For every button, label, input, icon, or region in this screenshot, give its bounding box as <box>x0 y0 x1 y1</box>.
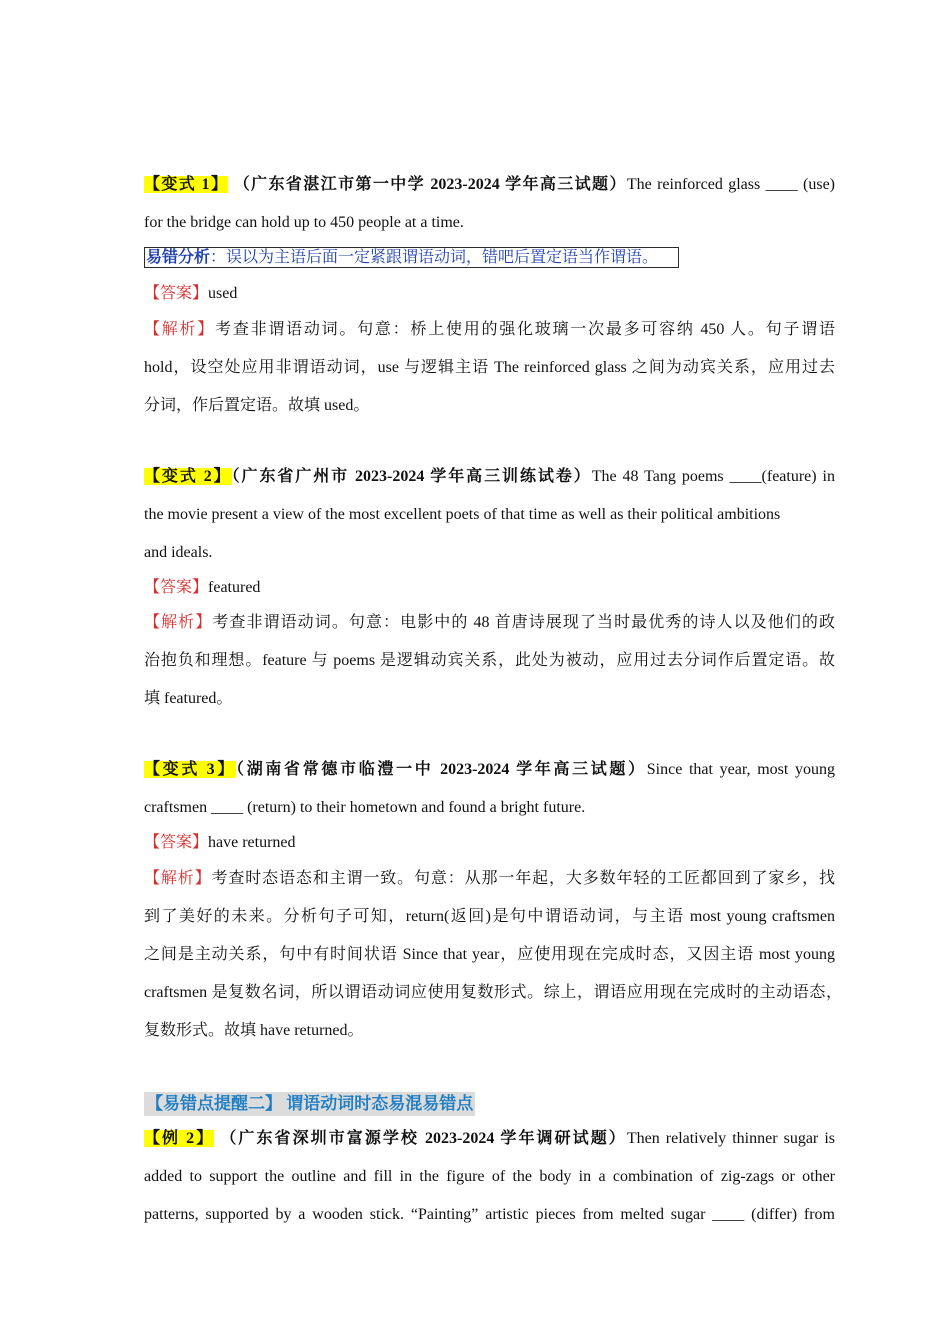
v1-answer-value: used <box>208 285 238 302</box>
v3-explain-line5: 复数形式。故填 have returned。 <box>144 1022 364 1039</box>
v3-explain-text1: 考查时态语态和主谓一致。句意：从那一年起，大多数年轻的工匠都回到了家乡，找 <box>211 870 835 887</box>
v1-question-text: The reinforced glass ____ (use) <box>626 176 835 193</box>
ex2-question-text: Then relatively thinner sugar is <box>626 1130 835 1147</box>
v1-explain-line3: 分词，作后置定语。故填 used。 <box>144 397 370 414</box>
v1-question-line1 <box>144 174 835 196</box>
v1-explain-line2: hold，设空处应用非谓语动词，use 与逻辑主语 The reinforced glass 之间为动宾关系，应用过去 <box>144 359 835 376</box>
v2-question-line3: and ideals. <box>144 544 213 561</box>
v2-explain-line1 <box>144 612 835 634</box>
v3-explain-tag: 【解析】 <box>144 870 212 887</box>
v2-answer <box>144 577 260 599</box>
v2-answer-tag: 【答案】 <box>144 579 209 596</box>
ex2-question-line2: added to support the outline and fill in the figure of the body in a combination of zig-zags or other <box>144 1168 835 1185</box>
v1-explain-text1: 考查非谓语动词。句意：桥上使用的强化玻璃一次最多可容纳 450 人。句子谓语 <box>215 321 835 338</box>
v2-question-line1 <box>144 466 835 488</box>
v1-analysis-text: 误以为主语后面一定紧跟谓语动词，错吧后置定语当作谓语。 <box>226 249 659 266</box>
v3-answer <box>144 832 296 854</box>
v1-source: （广东省湛江市第一中学 2023-2024 学年高三试题） <box>233 176 627 193</box>
v1-analysis-label: 易错分析 <box>146 249 211 266</box>
v1-explain-tag: 【解析】 <box>144 321 216 338</box>
v3-question-line2: craftsmen ____ (return) to their hometown and found a bright future. <box>144 799 586 816</box>
v1-answer-tag: 【答案】 <box>144 285 209 302</box>
ex2-question-line1 <box>144 1128 835 1150</box>
v3-explain-line2: 到了美好的未来。分析句子可知，return(返回)是句中谓语动词，与主语 most young craftsmen <box>144 908 835 925</box>
v3-answer-value: have returned <box>208 834 296 851</box>
v2-source: （广东省广州市 2023-2024 学年高三训练试卷） <box>231 468 592 485</box>
v1-question-line2: for the bridge can hold up to 450 people at a time. <box>144 214 464 231</box>
v3-answer-tag: 【答案】 <box>144 834 209 851</box>
v3-tag: 【变式 3】 <box>144 761 237 778</box>
v3-explain-line1 <box>144 868 835 890</box>
v2-explain-tag: 【解析】 <box>144 614 213 631</box>
v3-question-text: Since that year, most young <box>646 761 835 778</box>
v1-answer <box>144 283 237 305</box>
ex2-tag: 【例 2】 <box>144 1130 215 1147</box>
v2-explain-line3: 填 featured。 <box>144 690 233 707</box>
v2-explain-text1: 考查非谓语动词。句意：电影中的 48 首唐诗展现了当时最优秀的诗人以及他们的政 <box>212 614 835 631</box>
v3-explain-line3: 之间是主动关系，句中有时间状语 Since that year，应使用现在完成时态，又因主语 most young <box>144 946 835 963</box>
v3-source: （湖南省常德市临澧一中 2023-2024 学年高三试题） <box>236 761 647 778</box>
v1-error-analysis-box <box>144 247 679 268</box>
v1-explain-line1 <box>144 319 835 341</box>
v1-analysis-colon: ： <box>210 249 227 266</box>
v2-question-text: The 48 Tang poems ____(feature) in <box>591 468 835 485</box>
v2-question-line2: the movie present a view of the most excellent poets of that time as well as their political ambitions <box>144 506 781 523</box>
ex2-source: （广东省深圳市富源学校 2023-2024 学年调研试题） <box>220 1130 627 1147</box>
section-heading: 【易错点提醒二】 谓语动词时态易混易错点 <box>144 1092 475 1116</box>
v3-question-line1 <box>144 759 835 781</box>
v2-answer-value: featured <box>208 579 261 596</box>
v2-explain-line2: 治抱负和理想。feature 与 poems 是逻辑动宾关系，此处为被动，应用过去分词作后置定语。故 <box>144 652 835 669</box>
v1-tag: 【变式 1】 <box>144 176 229 193</box>
v2-tag: 【变式 2】 <box>144 468 232 485</box>
v3-explain-line4: craftsmen 是复数名词，所以谓语动词应使用复数形式。综上，谓语应用现在完成时的主动语态， <box>144 984 842 1001</box>
ex2-question-line3: patterns, supported by a wooden stick. “Painting” artistic pieces from melted sugar ____ (differ) from <box>144 1206 835 1223</box>
